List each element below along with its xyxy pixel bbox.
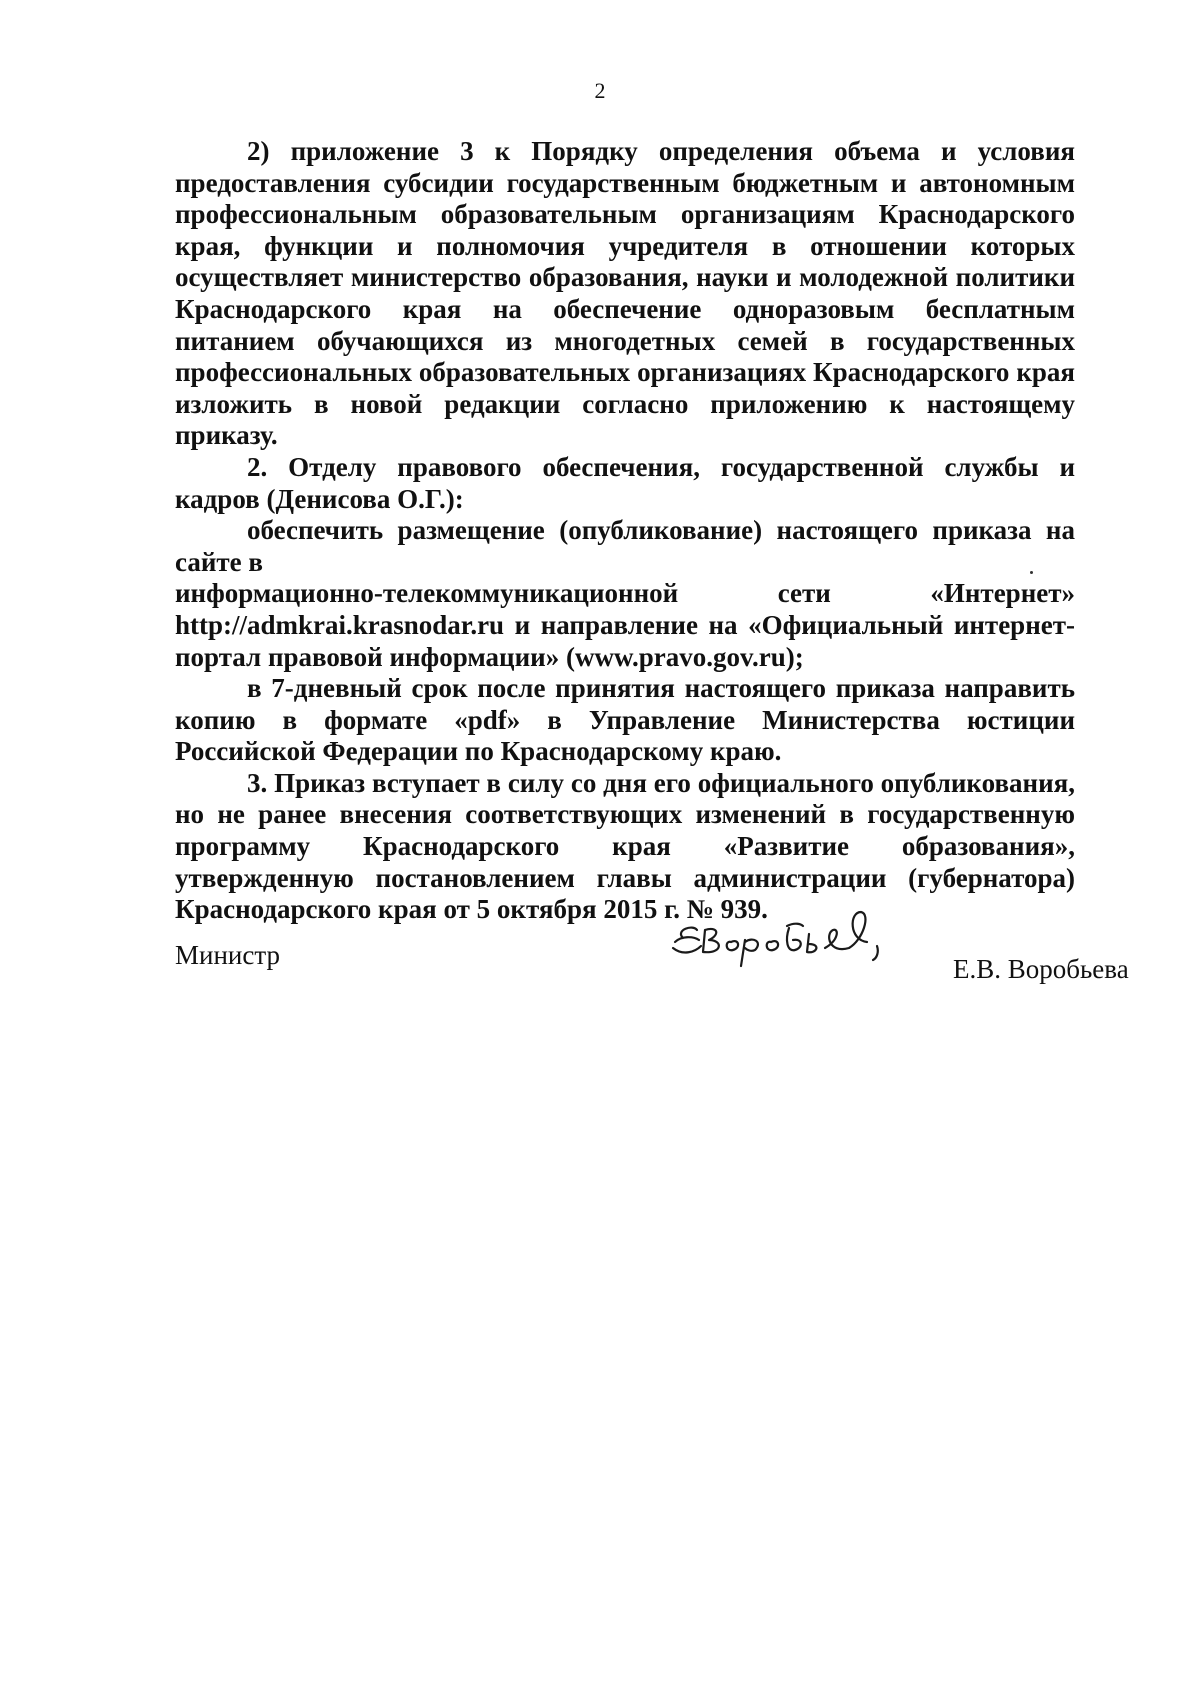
paragraph-legal-department: 2. Отделу правового обеспечения, государственной службы и кадров (Денисова О.Г.): (175, 451, 1075, 514)
paragraph-appendix-3: 2) приложение 3 к Порядку определения объема и условия предоставления субсидии государственным бюджетным и автономным профессиональным образовательным организациям Краснодарского края, функции и полномочия учредителя в отношении которых осуществляет министерство образования, науки и молодежной политики Краснодарского края на обеспечение одноразовым бесплатным питанием обучающихся из многодетных семей в государственных профессиональных образовательных организациях Краснодарского края изложить в новой редакции согласно приложению к настоящему приказу. (175, 136, 1075, 451)
handwritten-signature (653, 900, 913, 980)
network-word-b: сети (777, 578, 831, 609)
signatory-name: Е.В. Воробьева (953, 954, 1129, 984)
page-number: 2 (594, 78, 606, 103)
paragraph-publication-rest: http://admkrai.krasnodar.ru и направление на «Официальный интернет-портал правовой информации» (www.pravo.gov.ru); (175, 609, 1075, 672)
paragraph-publication-line1: обеспечить размещение (опубликование) настоящего приказа на сайте в (175, 515, 1075, 577)
signatory-title: Министр (175, 940, 280, 970)
paragraph-ministry-of-justice: в 7-дневный срок после принятия настоящего приказа направить копию в формате «pdf» в Управление Министерства юстиции Российской Федерации по Краснодарскому краю. (175, 673, 1075, 767)
network-word-a: информационно-телекоммуникационной (175, 578, 679, 609)
scan-speck (1030, 571, 1033, 574)
document-body (175, 136, 1075, 926)
paragraph-effective-date: 3. Приказ вступает в силу со дня его официального опубликования, но не ранее внесения соответствующих изменений в государственную программу Краснодарского края «Развитие образования», утвержденную постановлением главы администрации (губернатора) Краснодарского края от 5 октября 2015 г. № 939. (175, 767, 1075, 925)
network-word-c: «Интернет» (930, 578, 1075, 609)
signature-block (175, 900, 1135, 1020)
paragraph-publication-network-line (175, 578, 1075, 610)
